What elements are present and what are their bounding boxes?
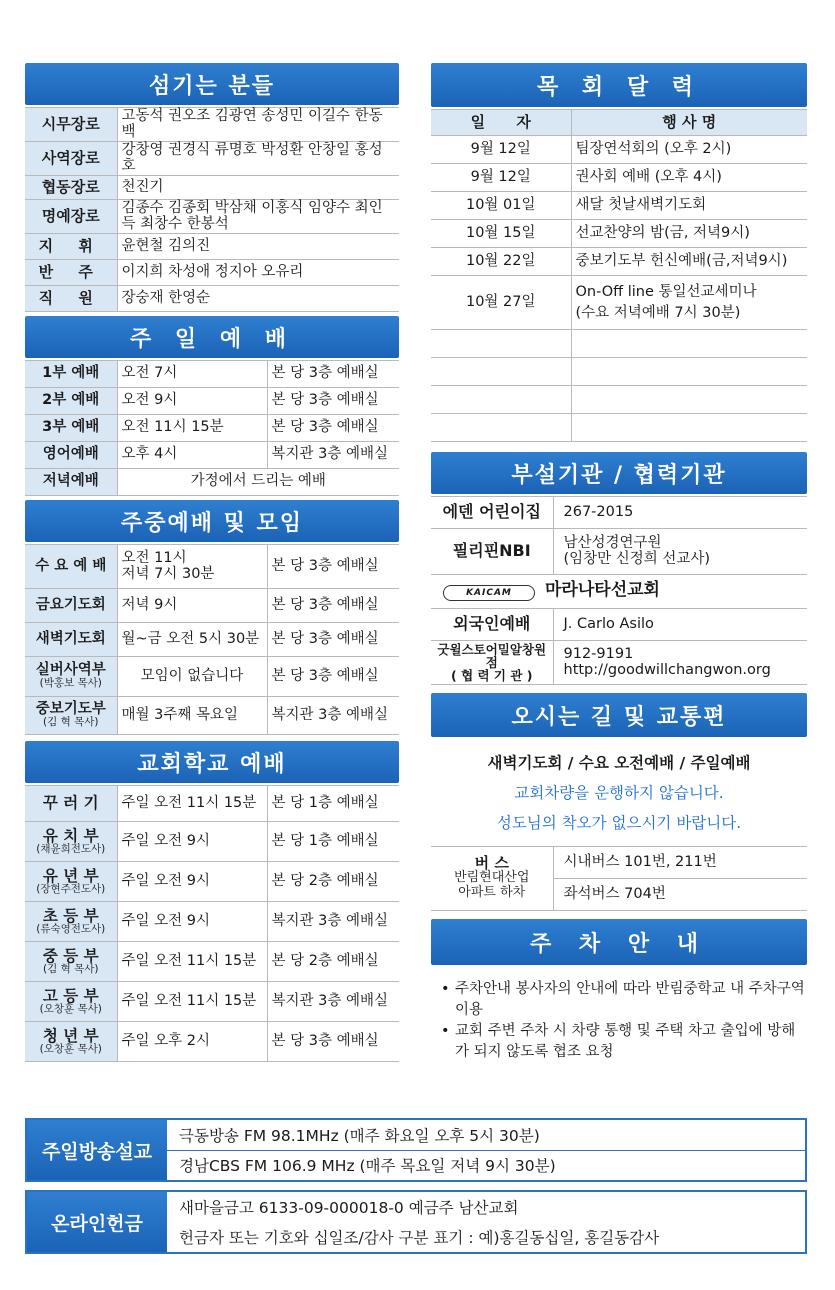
worship-name: 2부 예배 — [25, 388, 117, 415]
parking-note: • 교회 주변 주차 시 차량 통행 및 주택 차고 출입에 방해가 되지 않도록 협조 요청 — [441, 1021, 807, 1063]
calendar-row — [431, 414, 807, 442]
kaicam-cell — [431, 575, 807, 609]
weekday-place: 본 당 3층 예배실 — [267, 589, 399, 623]
calendar-date: 10월 22일 — [431, 248, 571, 276]
school-place: 복지관 3층 예배실 — [267, 902, 399, 942]
leader-row — [25, 234, 399, 260]
directions-header: 오시는 길 및 교통편 — [431, 693, 807, 737]
school-place: 본 당 2층 예배실 — [267, 942, 399, 982]
parking-notes — [431, 979, 807, 1063]
affiliates-table — [431, 496, 807, 685]
leader-row — [25, 200, 399, 234]
school-row — [25, 1022, 399, 1062]
weekday-time: 월~금 오전 5시 30분 — [117, 623, 267, 657]
worship-name: 3부 예배 — [25, 415, 117, 442]
leaders-header: 섬기는 분들 — [25, 63, 399, 105]
broadcast-tag: 주일방송설교 — [27, 1120, 167, 1180]
sunday-worship-header: 주 일 예 배 — [25, 316, 399, 358]
directions-no-vehicle: 교회차량을 운행하지 않습니다. — [514, 784, 724, 802]
school-header: 교회학교 예배 — [25, 741, 399, 783]
school-place: 본 당 1층 예배실 — [267, 822, 399, 862]
school-name-cell — [25, 862, 117, 902]
school-leader: (채윤희전도사) — [36, 842, 106, 855]
school-place: 본 당 3층 예배실 — [267, 1022, 399, 1062]
calendar-date — [431, 414, 571, 442]
school-time: 주일 오전 9시 — [117, 822, 267, 862]
bus-label-cell — [431, 847, 553, 911]
calendar-row — [431, 330, 807, 358]
weekday-name: 새벽기도회 — [35, 630, 106, 647]
bus-seat: 좌석버스 704번 — [553, 879, 807, 911]
school-name: 중 등 부 — [42, 946, 99, 965]
worship-row — [25, 469, 399, 496]
calendar-row — [431, 220, 807, 248]
calendar-event: 팀장연석회의 (오후 2시) — [571, 136, 807, 164]
weekday-row — [25, 623, 399, 657]
worship-place: 본 당 3층 예배실 — [267, 415, 399, 442]
leader-names: 장숭재 한영순 — [117, 286, 399, 312]
leaders-table — [25, 107, 399, 312]
school-name-cell — [25, 822, 117, 862]
weekday-name-cell — [25, 657, 117, 697]
weekday-leader: (김 혁 목사) — [43, 716, 99, 729]
worship-name: 1부 예배 — [25, 361, 117, 388]
school-time: 주일 오전 11시 15분 — [117, 982, 267, 1022]
weekday-time: 오전 11시 저녁 7시 30분 — [117, 545, 267, 589]
school-time: 주일 오후 2시 — [117, 1022, 267, 1062]
worship-row — [25, 415, 399, 442]
leader-names: 윤현철 김의진 — [117, 234, 399, 260]
broadcast-line-1: 극동방송 FM 98.1MHz (매주 화요일 오후 5시 30분) — [179, 1126, 540, 1145]
weekday-place: 본 당 3층 예배실 — [267, 657, 399, 697]
affiliate-value: 267-2015 — [553, 497, 807, 529]
sunday-worship-table — [25, 360, 399, 496]
worship-time: 오전 9시 — [117, 388, 267, 415]
kaicam-name: 마라나타선교회 — [545, 579, 660, 600]
worship-time: 오후 4시 — [117, 442, 267, 469]
calendar-date: 10월 27일 — [431, 276, 571, 330]
weekday-time: 매월 3주째 목요일 — [117, 697, 267, 735]
affiliate-value: 912-9191 http://goodwillchangwon.org — [553, 641, 807, 685]
kaicam-logo: KAICAM — [443, 585, 535, 601]
worship-place: 복지관 3층 예배실 — [267, 442, 399, 469]
school-time: 주일 오전 9시 — [117, 862, 267, 902]
calendar-row — [431, 358, 807, 386]
worship-time: 오전 11시 15분 — [117, 415, 267, 442]
school-name-cell — [25, 786, 117, 822]
affiliates-header: 부설기관 / 협력기관 — [431, 452, 807, 494]
school-name: 꾸 러 기 — [42, 794, 99, 813]
offering-tag: 온라인헌금 — [27, 1192, 167, 1252]
calendar-header: 목 회 달 력 — [431, 63, 807, 107]
weekday-name-cell — [25, 589, 117, 623]
weekday-place: 복지관 3층 예배실 — [267, 697, 399, 735]
calendar-col-event: 행 사 명 — [571, 110, 807, 136]
school-name-cell — [25, 942, 117, 982]
school-name: 고 등 부 — [42, 986, 99, 1005]
weekday-name-cell — [25, 545, 117, 589]
weekday-row — [25, 545, 399, 589]
weekday-row — [25, 657, 399, 697]
parking-note: • 주차안내 봉사자의 안내에 따라 반림중학교 내 주차구역 이용 — [441, 979, 807, 1021]
calendar-row — [431, 386, 807, 414]
affiliate-name: 굿윌스토어밀알창원점 ( 협 력 기 관 ) — [431, 641, 553, 685]
school-name-cell — [25, 902, 117, 942]
affiliate-value: J. Carlo Asilo — [553, 609, 807, 641]
school-time: 주일 오전 11시 15분 — [117, 786, 267, 822]
school-row — [25, 786, 399, 822]
affiliate-row — [431, 609, 807, 641]
leader-row — [25, 176, 399, 200]
leader-role: 협동장로 — [25, 176, 117, 200]
leader-names: 강창영 권경식 류명호 박성환 안창일 홍성호 — [117, 142, 399, 176]
calendar-event: 선교찬양의 밤(금, 저녁9시) — [571, 220, 807, 248]
school-leader: (김 혁 목사) — [43, 962, 99, 975]
leader-names: 김종수 김종회 박삼채 이홍식 임양수 최인득 최창수 한봉석 — [117, 200, 399, 234]
school-leader: (오창훈 목사) — [39, 1042, 102, 1055]
calendar-row — [431, 136, 807, 164]
worship-name: 저녁예배 — [25, 469, 117, 496]
calendar-table — [431, 109, 807, 442]
weekday-name: 중보기도부 — [35, 701, 106, 718]
leader-names: 고동석 권오조 김광연 송성민 이길수 한동백 — [117, 108, 399, 142]
weekday-row — [25, 589, 399, 623]
worship-row — [25, 361, 399, 388]
calendar-event: 권사회 예배 (오후 4시) — [571, 164, 807, 192]
worship-row — [25, 442, 399, 469]
school-name-cell — [25, 1022, 117, 1062]
school-time: 주일 오전 11시 15분 — [117, 942, 267, 982]
weekday-name: 실버사역부 — [35, 662, 106, 679]
parking-header: 주 차 안 내 — [431, 919, 807, 965]
weekday-name: 금요기도회 — [35, 596, 106, 613]
calendar-row — [431, 248, 807, 276]
worship-name: 영어예배 — [25, 442, 117, 469]
calendar-date: 10월 01일 — [431, 192, 571, 220]
affiliate-name: 에덴 어린이집 — [431, 497, 553, 529]
bus-label: 버 스 — [474, 853, 509, 872]
bus-city: 시내버스 101번, 211번 — [553, 847, 807, 879]
affiliate-value: 남산성경연구원 (임창만 신정희 선교사) — [553, 529, 807, 575]
affiliate-row — [431, 497, 807, 529]
directions-services: 새벽기도회 / 수요 오전예배 / 주일예배 — [487, 754, 751, 772]
calendar-row — [431, 276, 807, 330]
leader-role: 지 휘 — [25, 234, 117, 260]
leader-role: 직 원 — [25, 286, 117, 312]
school-row — [25, 822, 399, 862]
school-leader: (장현주전도사) — [36, 882, 106, 895]
leader-role: 반 주 — [25, 260, 117, 286]
broadcast-line-2: 경남CBS FM 106.9 MHz (매주 목요일 저녁 9시 30분) — [167, 1150, 805, 1181]
calendar-event — [571, 386, 807, 414]
weekday-name-cell — [25, 623, 117, 657]
worship-row — [25, 388, 399, 415]
affiliate-name: 필리핀NBI — [431, 529, 553, 575]
weekday-place: 본 당 3층 예배실 — [267, 623, 399, 657]
leader-row — [25, 142, 399, 176]
school-row — [25, 982, 399, 1022]
leader-role: 사역장로 — [25, 142, 117, 176]
offering-line-2: 헌금자 또는 기호와 십일조/감사 구분 표기 : 예)홍길동십일, 홍길동감사 — [179, 1229, 660, 1247]
directions-block — [431, 737, 807, 833]
calendar-event: 중보기도부 헌신예배(금,저녁9시) — [571, 248, 807, 276]
offering-box — [25, 1190, 807, 1254]
school-name: 유 년 부 — [42, 866, 99, 885]
worship-time: 오전 7시 — [117, 361, 267, 388]
calendar-date: 9월 12일 — [431, 164, 571, 192]
school-place: 본 당 2층 예배실 — [267, 862, 399, 902]
calendar-date — [431, 386, 571, 414]
school-row — [25, 902, 399, 942]
affiliate-name: 외국인예배 — [431, 609, 553, 641]
school-name: 유 치 부 — [42, 826, 99, 845]
broadcast-box — [25, 1118, 807, 1182]
school-name: 청 년 부 — [42, 1026, 99, 1045]
school-place: 복지관 3층 예배실 — [267, 982, 399, 1022]
school-row — [25, 862, 399, 902]
leader-role: 시무장로 — [25, 108, 117, 142]
leader-role: 명예장로 — [25, 200, 117, 234]
weekday-table — [25, 544, 399, 735]
school-place: 본 당 1층 예배실 — [267, 786, 399, 822]
calendar-date: 9월 12일 — [431, 136, 571, 164]
weekday-place: 본 당 3층 예배실 — [267, 545, 399, 589]
school-name-cell — [25, 982, 117, 1022]
calendar-date — [431, 358, 571, 386]
calendar-date — [431, 330, 571, 358]
leader-names: 이지희 차성애 정지아 오유리 — [117, 260, 399, 286]
leader-names: 천진기 — [117, 176, 399, 200]
weekday-leader: (박홍보 목사) — [39, 677, 102, 690]
weekday-name: 수 요 예 배 — [35, 557, 107, 574]
bus-stop: 반림현대산업 아파트 하차 — [454, 870, 530, 901]
weekday-time: 저녁 9시 — [117, 589, 267, 623]
calendar-col-date: 일 자 — [431, 110, 571, 136]
calendar-row — [431, 192, 807, 220]
offering-line-1: 새마을금고 6133-09-000018-0 예금주 남산교회 — [179, 1199, 519, 1217]
school-time: 주일 오전 9시 — [117, 902, 267, 942]
leader-row — [25, 286, 399, 312]
calendar-event: On-Off line 통일선교세미나 (수요 저녁예배 7시 30분) — [571, 276, 807, 330]
affiliate-row — [431, 529, 807, 575]
weekday-row — [25, 697, 399, 735]
calendar-date: 10월 15일 — [431, 220, 571, 248]
calendar-event — [571, 414, 807, 442]
affiliate-row — [431, 641, 807, 685]
weekday-header: 주중예배 및 모임 — [25, 500, 399, 542]
school-leader: (류숙영전도사) — [36, 922, 106, 935]
directions-notice: 성도님의 착오가 없으시기 바랍니다. — [496, 814, 742, 832]
weekday-time: 모임이 없습니다 — [117, 657, 267, 697]
calendar-event: 새달 첫날새벽기도회 — [571, 192, 807, 220]
right-column — [431, 63, 807, 1063]
affiliate-row — [431, 575, 807, 609]
calendar-event — [571, 358, 807, 386]
leader-row — [25, 108, 399, 142]
school-row — [25, 942, 399, 982]
school-leader: (오창훈 목사) — [39, 1002, 102, 1015]
calendar-event — [571, 330, 807, 358]
calendar-header-row — [431, 110, 807, 136]
school-name: 초 등 부 — [42, 906, 99, 925]
calendar-row — [431, 164, 807, 192]
leader-row — [25, 260, 399, 286]
left-column — [25, 63, 399, 1062]
school-table — [25, 785, 399, 1062]
worship-place: 본 당 3층 예배실 — [267, 388, 399, 415]
worship-place: 본 당 3층 예배실 — [267, 361, 399, 388]
bus-table — [431, 846, 807, 911]
weekday-name-cell — [25, 697, 117, 735]
worship-evening-note: 가정에서 드리는 예배 — [117, 469, 399, 496]
